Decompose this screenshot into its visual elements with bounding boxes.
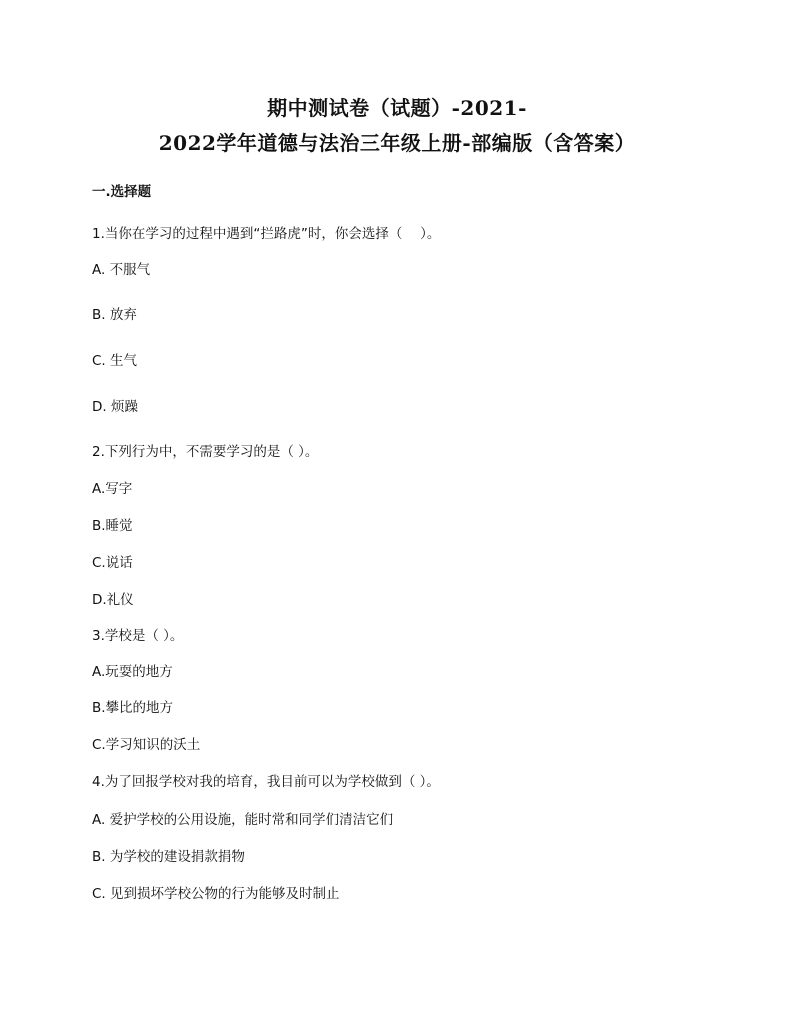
question-3-option-a: A.玩耍的地方	[92, 664, 173, 680]
question-3-stem: 3.学校是（ ）。	[92, 628, 184, 644]
question-1-option-d: D. 烦躁	[92, 399, 138, 415]
question-4-option-c: C. 见到损坏学校公物的行为能够及时制止	[92, 886, 340, 902]
question-2-option-a: A.写字	[92, 481, 133, 497]
question-1-option-c: C. 生气	[92, 353, 138, 369]
question-2-option-b: B.睡觉	[92, 518, 133, 534]
question-1-option-a: A. 不服气	[92, 262, 151, 278]
question-2-stem: 2.下列行为中，不需要学习的是（ ）。	[92, 444, 319, 460]
question-1-stem: 1.当你在学习的过程中遇到“拦路虎”时，你会选择（ ）。	[92, 226, 441, 242]
question-2-option-d: D.礼仪	[92, 592, 134, 608]
question-4-option-b: B. 为学校的建设捐款捐物	[92, 849, 245, 865]
document-title-line-2: 2022学年道德与法治三年级上册-部编版（含答案）	[158, 131, 636, 155]
document-title-line-1: 期中测试卷（试题）-2021-	[267, 96, 527, 120]
question-4-option-a: A. 爱护学校的公用设施，能时常和同学们清洁它们	[92, 812, 394, 828]
question-3-option-c: C.学习知识的沃土	[92, 737, 201, 753]
question-4-stem: 4.为了回报学校对我的培育，我目前可以为学校做到（ ）。	[92, 774, 440, 790]
section-heading: 一.选择题	[92, 184, 152, 200]
question-2-option-c: C.说话	[92, 555, 133, 571]
question-3-option-b: B.攀比的地方	[92, 700, 174, 716]
question-1-option-b: B. 放弃	[92, 307, 137, 323]
